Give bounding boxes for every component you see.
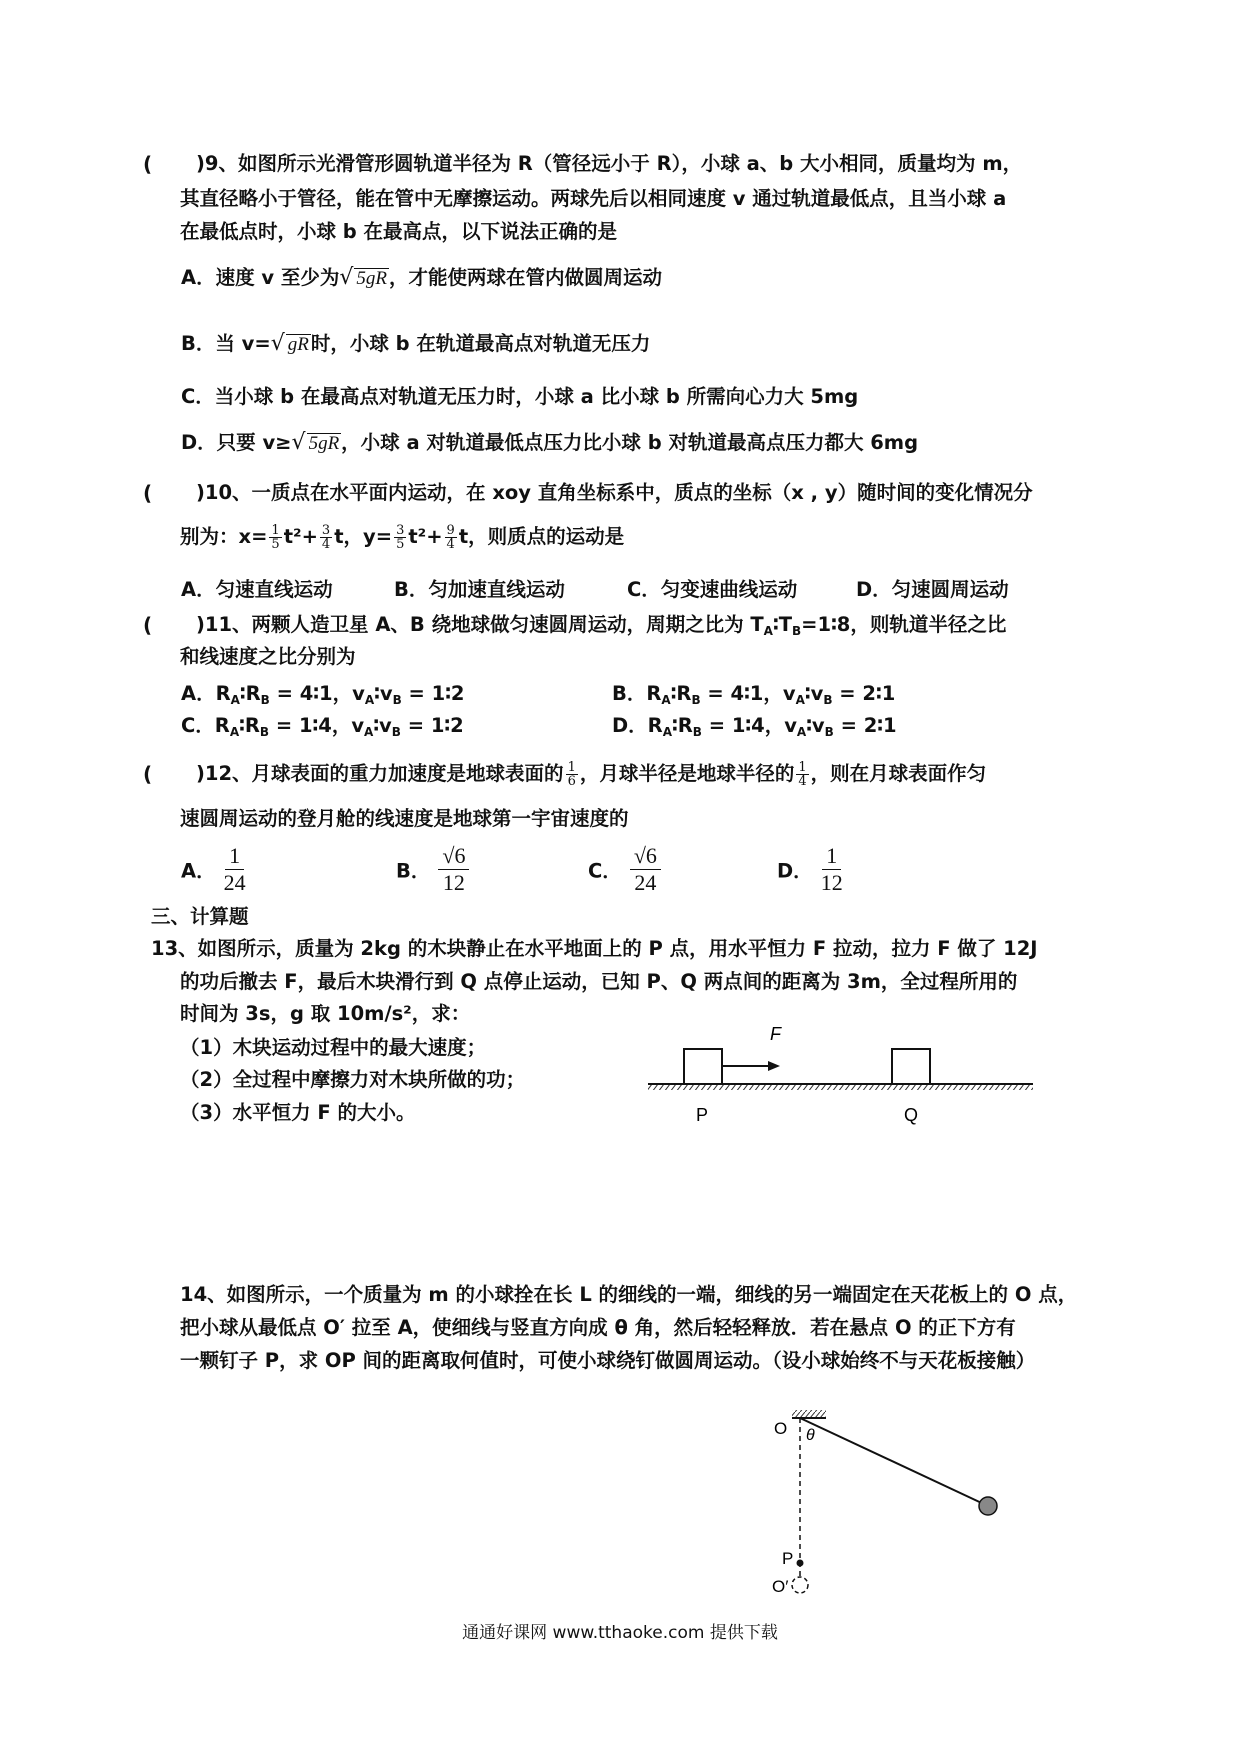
label-theta: θ — [806, 1427, 815, 1444]
q12-answer-bracket: ( — [143, 762, 153, 786]
q13-sub-3: （3）水平恒力 F 的大小。 — [180, 1101, 416, 1124]
footer-credit: 通通好课网 www.tthaoke.com 提供下载 — [462, 1623, 778, 1643]
q14-line-1: 14、如图所示，一个质量为 m 的小球拴在长 L 的细线的一端，细线的另一端固定在天花板上的 O 点， — [180, 1283, 1078, 1306]
q14-line-2: 把小球从最低点 O′ 拉至 A，使细线与竖直方向成 θ 角，然后轻轻释放．若在悬点 O 的正下方有 — [180, 1316, 1016, 1339]
q9-line-2: 其直径略小于管径，能在管中无摩擦运动。两球先后以相同速度 v 通过轨道最低点，且当小球 a — [180, 187, 1007, 210]
q10-line-2: 别为：x= $\frac{1}{5}$ t²+ $\frac{3}{4}$ t，y= $\frac{3}{5}$ t²+ $\frac{9}{4}$ t，则质点的运动是 — [180, 523, 625, 552]
q13-line-1: 13、如图所示，质量为 2kg 的木块静止在水平地面上的 P 点，用水平恒力 F 拉动，拉力 F 做了 12J — [151, 937, 1038, 960]
ceiling-hatch — [792, 1410, 826, 1418]
q10-option-c: C．匀变速曲线运动 — [627, 578, 798, 601]
q11-option-c: C．$R_A∶R_B$ = 1∶4，$v_A∶v_B$ = 1∶2 — [181, 714, 464, 739]
label-o-prime: O′ — [772, 1577, 789, 1596]
q10-option-a: A．匀速直线运动 — [181, 578, 333, 601]
q9-option-a: A．速度 v 至少为√ 5gR ，才能使两球在管内做圆周运动 — [181, 265, 663, 290]
string-line — [800, 1418, 988, 1506]
sqrt-expression: 5gR — [356, 268, 388, 289]
q9-line-1: )9、如图所示光滑管形圆轨道半径为 R（管径远小于 R），小球 a、b 大小相同，质量均为 m， — [196, 152, 1023, 175]
q13-line-2: 的功后撤去 F，最后木块滑行到 Q 点停止运动，已知 P、Q 两点间的距离为 3m，全过程所用的 — [180, 970, 1018, 993]
fraction: $\frac{1}{4}$ — [798, 760, 807, 789]
q13-line-3: 时间为 3s，g 取 10m/s²，求： — [180, 1002, 471, 1025]
q10-answer-bracket: ( — [143, 481, 153, 505]
q9-option-c: C．当小球 b 在最高点对轨道无压力时，小球 a 比小球 b 所需向心力大 5mg — [181, 385, 859, 408]
q11-answer-bracket: ( — [143, 613, 153, 637]
fraction: $\frac{9}{4}$ — [446, 523, 455, 552]
q12-option-a: A． $\frac{1}{24}$ — [181, 843, 246, 895]
q10-line-1: )10、一质点在水平面内运动，在 xoy 直角坐标系中，质点的坐标（x , y）随时间的变化情况分 — [196, 481, 1033, 504]
q12-line-1: )12、月球表面的重力加速度是地球表面的 $\frac{1}{6}$ ，月球半径是地球半径的 $\frac{1}{4}$ ，则在月球表面作匀 — [196, 760, 987, 789]
q10-option-b: B．匀加速直线运动 — [394, 578, 565, 601]
nail-p — [797, 1560, 804, 1567]
q11-option-a: A．$R_A∶R_B$ = 4∶1，$v_A∶v_B$ = 1∶2 — [181, 682, 465, 707]
q9-option-d: D．只要 v≥√ 5gR ，小球 a 对轨道最低点压力比小球 b 对轨道最高点压力都大 6mg — [181, 430, 919, 455]
q11-option-b: B．$R_A∶R_B$ = 4∶1，$v_A∶v_B$ = 2∶1 — [612, 682, 896, 707]
fraction: $\frac{3}{5}$ — [396, 523, 405, 552]
q9-answer-bracket: ( — [143, 152, 153, 176]
sqrt-expression: gR — [287, 334, 309, 355]
q12-line-2: 速圆周运动的登月舱的线速度是地球第一宇宙速度的 — [180, 807, 629, 830]
q11-line-2: 和线速度之比分别为 — [180, 645, 356, 668]
label-o: O — [774, 1419, 788, 1438]
ball-lowest-position — [792, 1577, 808, 1593]
sqrt-expression: 5gR — [308, 433, 340, 454]
ball — [979, 1497, 997, 1515]
q14-figure — [760, 1400, 1020, 1615]
q13-sub-1: （1）木块运动过程中的最大速度； — [180, 1036, 487, 1059]
fraction: $\frac{3}{4}$ — [321, 523, 331, 552]
q10-option-d: D．匀速圆周运动 — [856, 578, 1009, 601]
q11-line-1: )11、两颗人造卫星 A、B 绕地球做匀速圆周运动，周期之比为 $T_A∶T_B=1∶8$，则轨道半径之比 — [196, 613, 1007, 638]
block-at-p — [684, 1049, 722, 1084]
q13-sub-2: （2）全过程中摩擦力对木块所做的功； — [180, 1068, 526, 1091]
label-p: P — [695, 1105, 709, 1125]
section-heading-calc: 三、计算题 — [151, 905, 249, 928]
fraction: $\frac{1}{6}$ — [567, 760, 576, 789]
q12-option-c: C． $\frac{√6}{24}$ — [588, 843, 661, 896]
label-f: F — [770, 1024, 781, 1044]
q14-line-3: 一颗钉子 P，求 OP 间的距离取何值时，可使小球绕钉做圆周运动。（设小球始终不与天花板接触） — [180, 1349, 1036, 1372]
q9-line-3: 在最低点时，小球 b 在最高点，以下说法正确的是 — [180, 220, 618, 243]
force-arrow-icon — [768, 1061, 780, 1071]
q12-option-b: B． $\frac{√6}{12}$ — [396, 843, 469, 896]
q11-option-d: D．$R_A∶R_B$ = 1∶4，$v_A∶v_B$ = 2∶1 — [612, 714, 897, 739]
q9-option-b: B．当 v=√ gR 时，小球 b 在轨道最高点对轨道无压力 — [181, 331, 651, 356]
label-q: Q — [903, 1105, 919, 1125]
q13-figure — [640, 1020, 1040, 1125]
fraction: $\frac{1}{5}$ — [271, 523, 280, 552]
block-at-q — [892, 1049, 930, 1084]
q12-option-d: D． $\frac{1}{12}$ — [777, 843, 843, 895]
label-p: P — [782, 1549, 794, 1568]
